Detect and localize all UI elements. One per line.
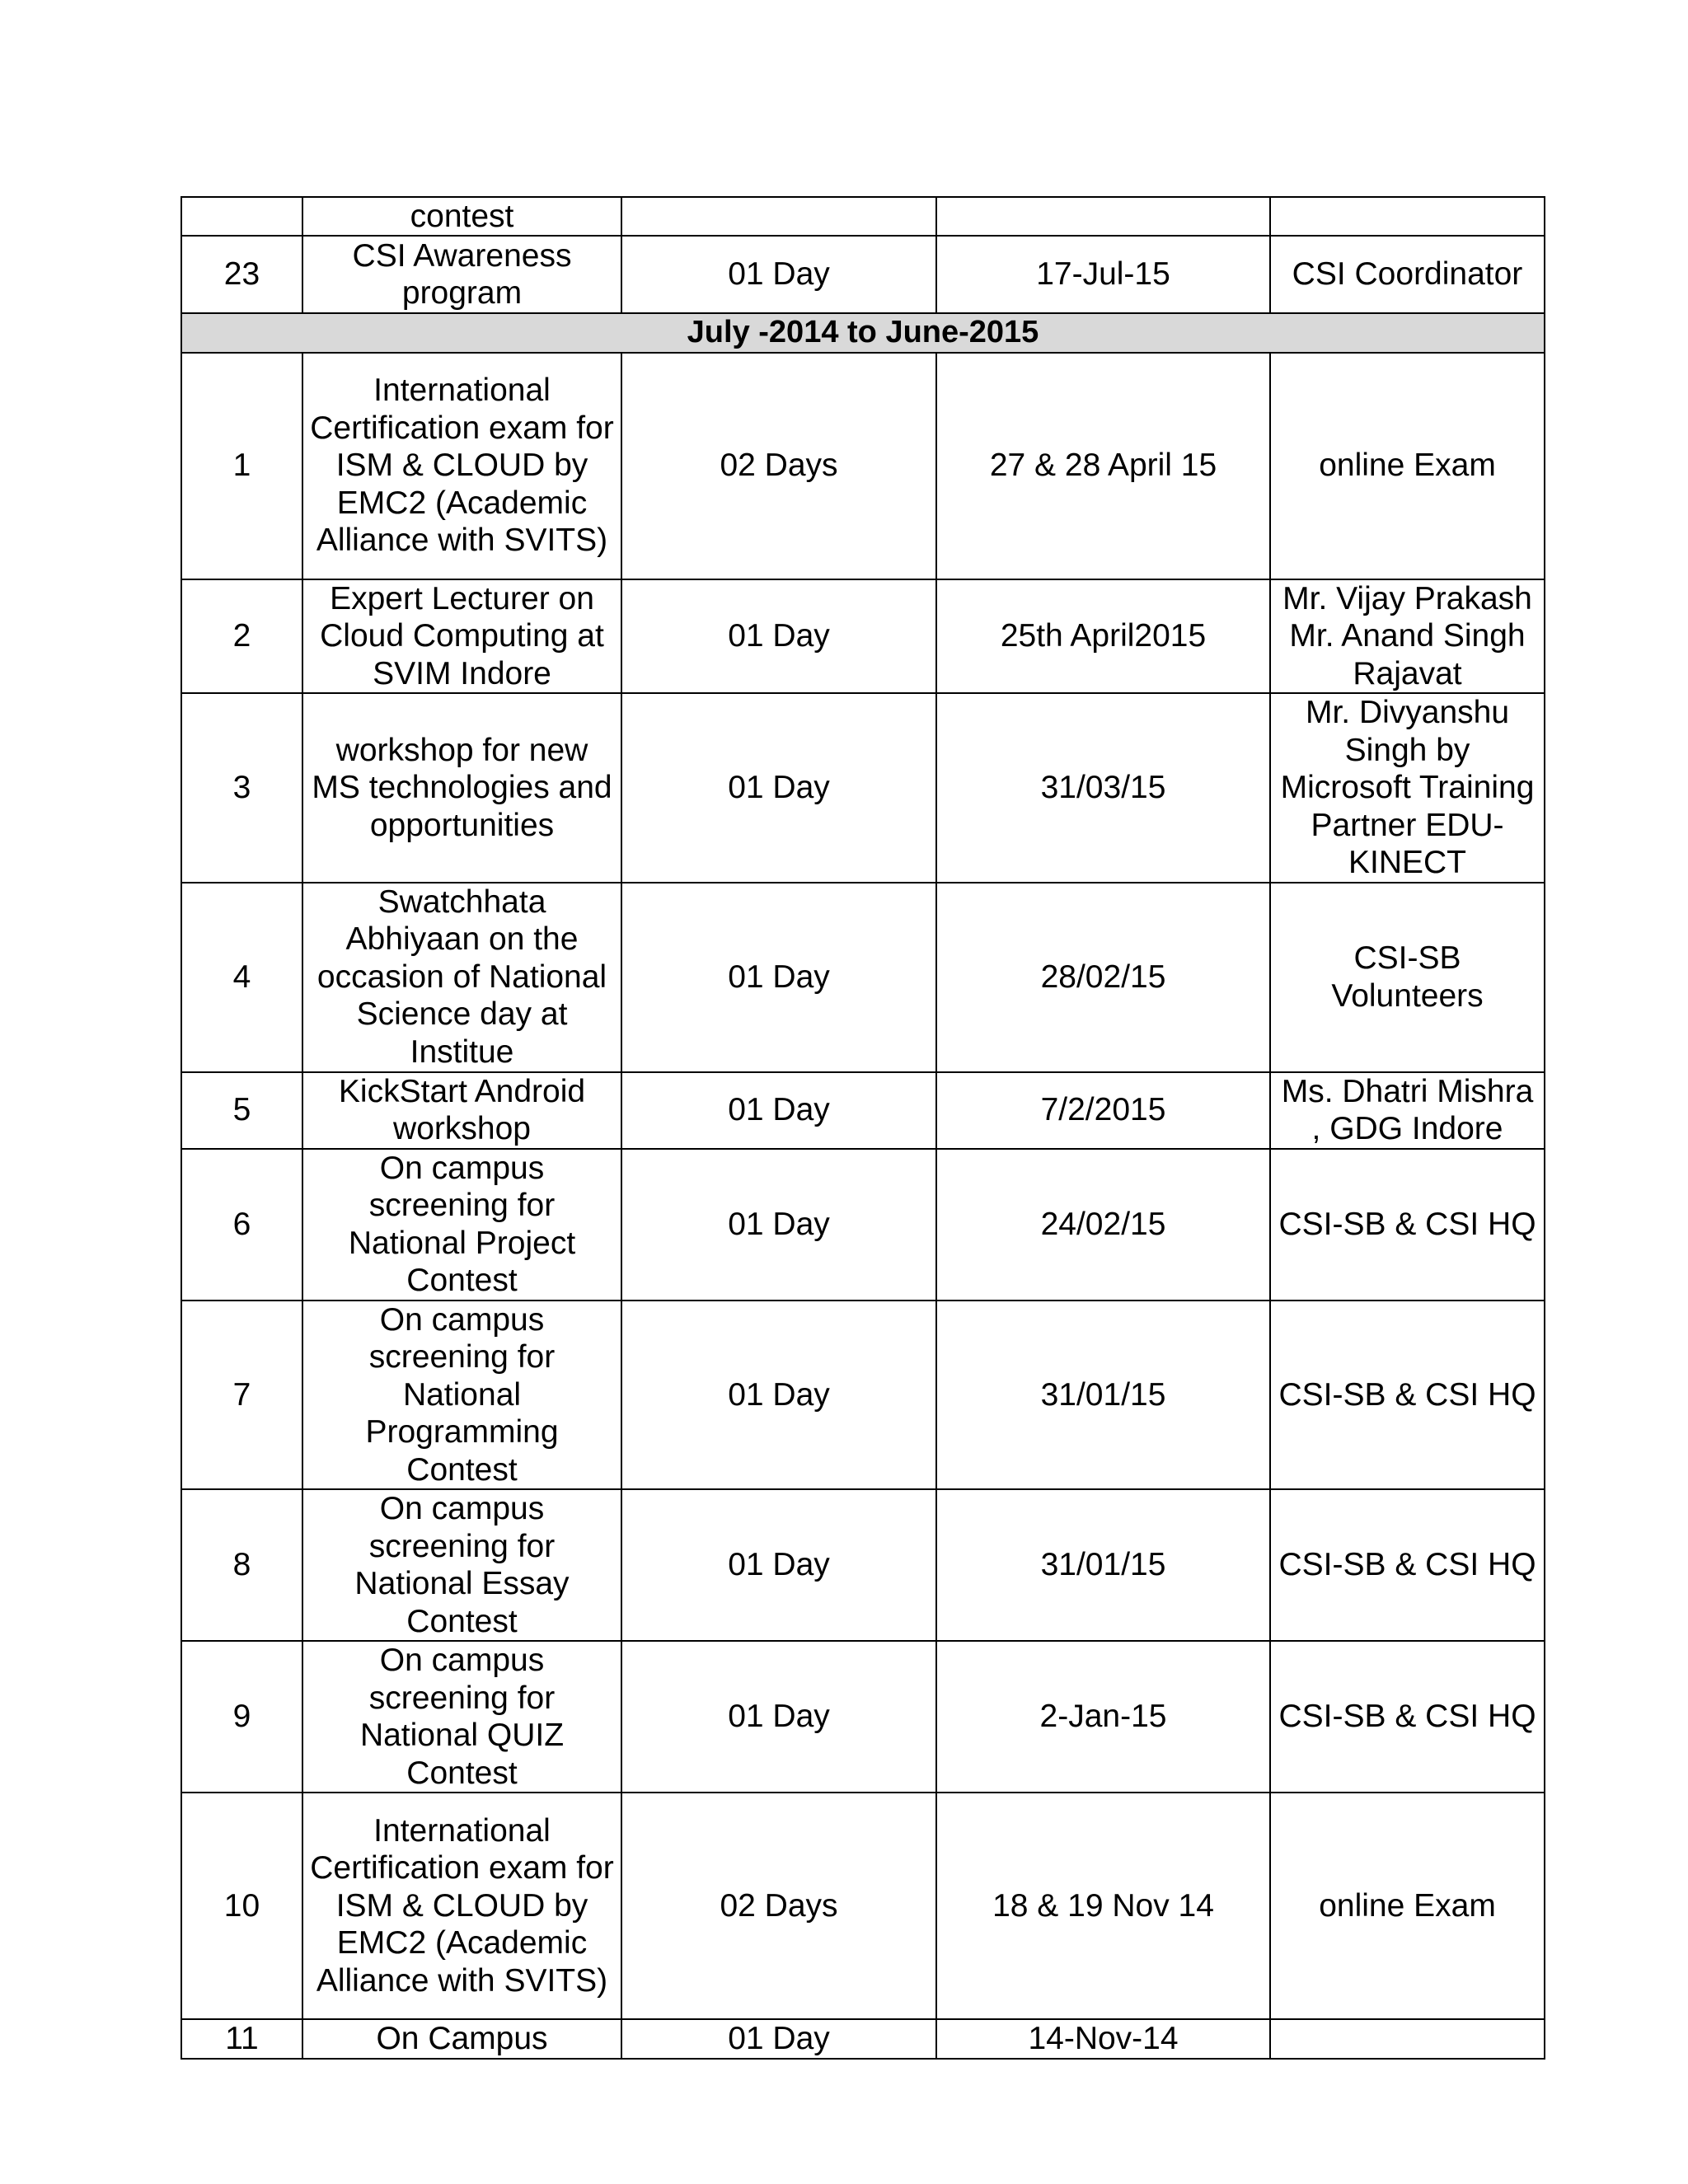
table-row [181, 1301, 1545, 1490]
serial-cell: 5 [181, 1072, 302, 1149]
duration-cell: 01 Day [621, 579, 936, 694]
duration-cell: 01 Day [621, 883, 936, 1072]
serial-cell: 8 [181, 1489, 302, 1641]
date-cell: 14-Nov-14 [936, 2019, 1270, 2059]
serial-cell: 6 [181, 1149, 302, 1301]
duration-cell: 01 Day [621, 693, 936, 883]
program-cell: On campus screening for National Project Contest [302, 1149, 621, 1301]
serial-cell: 9 [181, 1641, 302, 1793]
serial-cell: 23 [181, 236, 302, 313]
serial-cell: 2 [181, 579, 302, 694]
table-row [181, 197, 1545, 236]
table-row [181, 1072, 1545, 1149]
resource-cell: CSI-SB & CSI HQ [1270, 1149, 1545, 1301]
date-cell: 28/02/15 [936, 883, 1270, 1072]
program-cell: International Certification exam for ISM & CLOUD by EMC2 (Academic Alliance with SVITS) [302, 1793, 621, 2019]
serial-cell: 4 [181, 883, 302, 1072]
duration-cell: 01 Day [621, 1149, 936, 1301]
duration-cell: 02 Days [621, 1793, 936, 2019]
table-row [181, 1149, 1545, 1301]
duration-cell: 01 Day [621, 1641, 936, 1793]
resource-cell: CSI-SB Volunteers [1270, 883, 1545, 1072]
resource-cell: CSI-SB & CSI HQ [1270, 1641, 1545, 1793]
date-cell: 18 & 19 Nov 14 [936, 1793, 1270, 2019]
program-cell: KickStart Android workshop [302, 1072, 621, 1149]
table-row [181, 353, 1545, 579]
resource-cell [1270, 197, 1545, 236]
date-cell: 25th April2015 [936, 579, 1270, 694]
serial-cell: 11 [181, 2019, 302, 2059]
table-row [181, 1489, 1545, 1641]
resource-cell: Ms. Dhatri Mishra , GDG Indore [1270, 1072, 1545, 1149]
section-header-row [181, 313, 1545, 353]
program-cell: Swatchhata Abhiyaan on the occasion of National Science day at Institue [302, 883, 621, 1072]
resource-cell: CSI-SB & CSI HQ [1270, 1301, 1545, 1490]
duration-cell: 01 Day [621, 2019, 936, 2059]
program-cell: On campus screening for National Programming Contest [302, 1301, 621, 1490]
date-cell: 17-Jul-15 [936, 236, 1270, 313]
duration-cell: 01 Day [621, 1301, 936, 1490]
date-cell: 31/01/15 [936, 1301, 1270, 1490]
table-row [181, 579, 1545, 694]
table-row [181, 883, 1545, 1072]
program-cell: workshop for new MS technologies and opportunities [302, 693, 621, 883]
resource-cell: Mr. Divyanshu Singh by Microsoft Training Partner EDU-KINECT [1270, 693, 1545, 883]
duration-cell: 01 Day [621, 1072, 936, 1149]
duration-cell: 01 Day [621, 1489, 936, 1641]
date-cell: 27 & 28 April 15 [936, 353, 1270, 579]
table-row [181, 1641, 1545, 1793]
table-row [181, 236, 1545, 313]
duration-cell [621, 197, 936, 236]
table-row [181, 1793, 1545, 2019]
resource-cell: Mr. Vijay Prakash Mr. Anand Singh Rajavat [1270, 579, 1545, 694]
serial-cell: 3 [181, 693, 302, 883]
date-cell: 7/2/2015 [936, 1072, 1270, 1149]
program-cell: contest [302, 197, 621, 236]
duration-cell: 02 Days [621, 353, 936, 579]
program-cell: On Campus [302, 2019, 621, 2059]
duration-cell: 01 Day [621, 236, 936, 313]
date-cell: 2-Jan-15 [936, 1641, 1270, 1793]
resource-cell: CSI-SB & CSI HQ [1270, 1489, 1545, 1641]
date-cell [936, 197, 1270, 236]
program-cell: Expert Lecturer on Cloud Computing at SVIM Indore [302, 579, 621, 694]
serial-cell [181, 197, 302, 236]
resource-cell: online Exam [1270, 353, 1545, 579]
resource-cell: CSI Coordinator [1270, 236, 1545, 313]
section-title: July -2014 to June-2015 [181, 313, 1545, 353]
serial-cell: 7 [181, 1301, 302, 1490]
activities-table [181, 196, 1545, 2060]
date-cell: 24/02/15 [936, 1149, 1270, 1301]
table-row [181, 2019, 1545, 2059]
date-cell: 31/03/15 [936, 693, 1270, 883]
program-cell: International Certification exam for ISM & CLOUD by EMC2 (Academic Alliance with SVITS) [302, 353, 621, 579]
table-row [181, 693, 1545, 883]
serial-cell: 1 [181, 353, 302, 579]
resource-cell: online Exam [1270, 1793, 1545, 2019]
resource-cell [1270, 2019, 1545, 2059]
program-cell: CSI Awareness program [302, 236, 621, 313]
program-cell: On campus screening for National QUIZ Contest [302, 1641, 621, 1793]
program-cell: On campus screening for National Essay Contest [302, 1489, 621, 1641]
date-cell: 31/01/15 [936, 1489, 1270, 1641]
serial-cell: 10 [181, 1793, 302, 2019]
